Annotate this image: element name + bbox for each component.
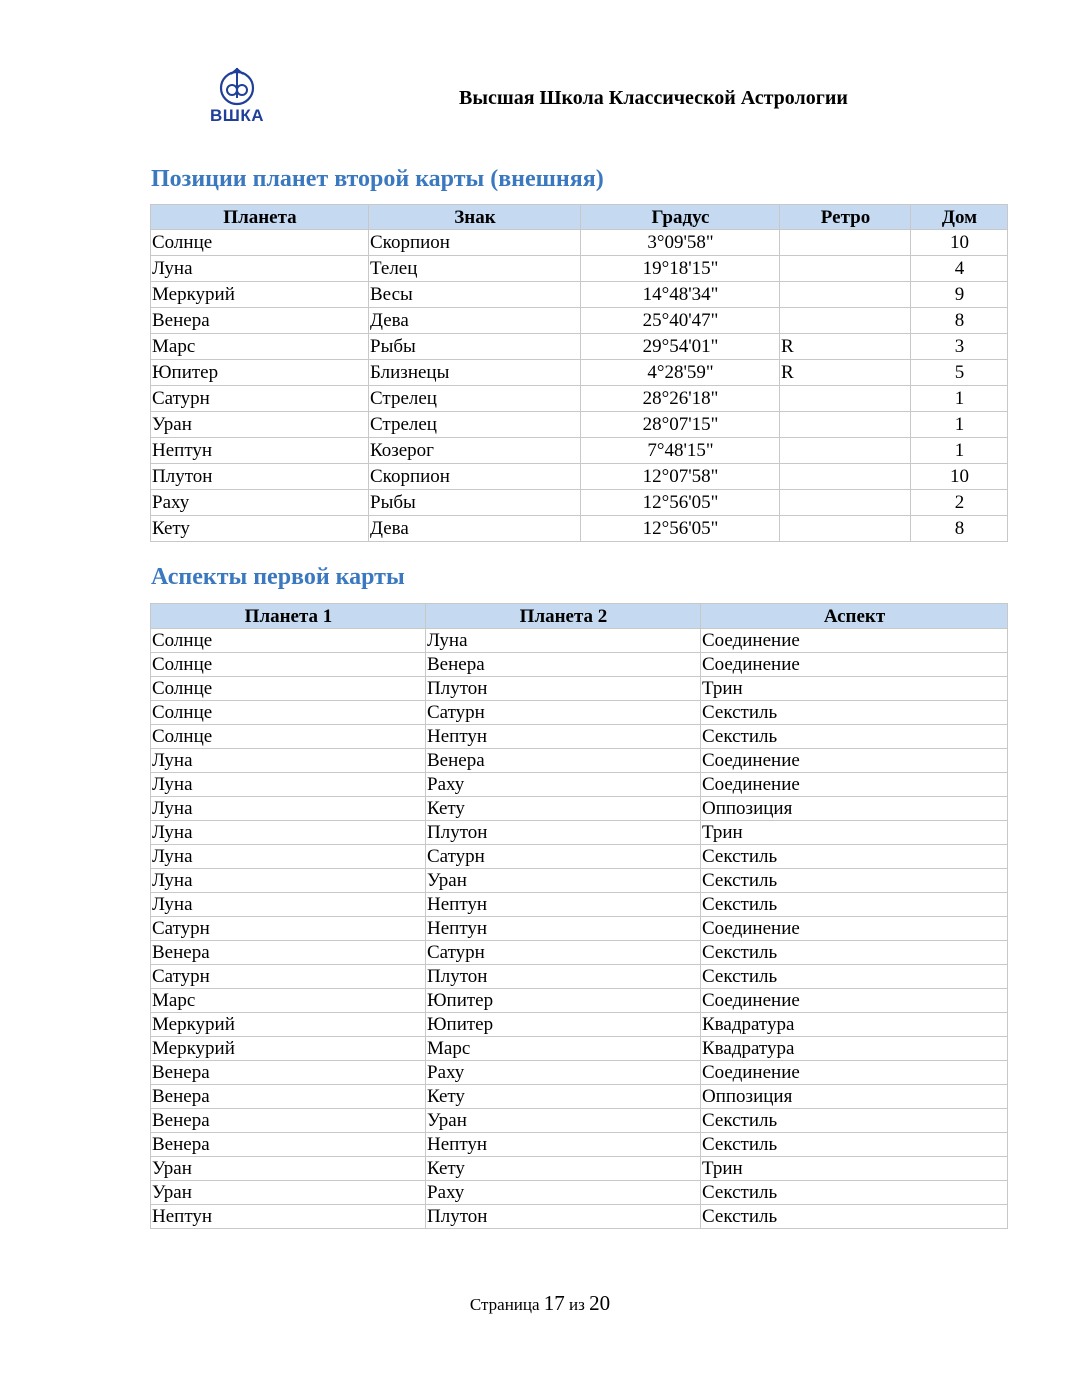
planet-2-cell: Раху bbox=[426, 773, 701, 797]
degree-cell: 19°18'15" bbox=[581, 256, 780, 282]
house-cell: 10 bbox=[911, 230, 1008, 256]
positions-section-title: Позиции планет второй карты (внешняя) bbox=[151, 166, 604, 192]
planet-cell: Меркурий bbox=[151, 282, 369, 308]
page-word: Страница bbox=[469, 1295, 540, 1314]
retro-cell bbox=[780, 308, 911, 334]
planet-cell: Уран bbox=[151, 412, 369, 438]
aspect-cell: Оппозиция bbox=[701, 1085, 1008, 1109]
table-row bbox=[151, 256, 1008, 282]
planet-1-cell: Венера bbox=[151, 1109, 426, 1133]
sign-cell: Стрелец bbox=[369, 386, 581, 412]
table-row bbox=[151, 282, 1008, 308]
sign-cell: Дева bbox=[369, 308, 581, 334]
planet-1-cell: Венера bbox=[151, 941, 426, 965]
aspect-cell: Соединение bbox=[701, 749, 1008, 773]
sign-cell: Скорпион bbox=[369, 464, 581, 490]
aspect-cell: Оппозиция bbox=[701, 797, 1008, 821]
planet-2-cell: Нептун bbox=[426, 725, 701, 749]
table-row bbox=[151, 653, 1008, 677]
degree-cell: 12°56'05" bbox=[581, 490, 780, 516]
planet-1-cell: Сатурн bbox=[151, 917, 426, 941]
planet-1-cell: Луна bbox=[151, 821, 426, 845]
sign-cell: Рыбы bbox=[369, 490, 581, 516]
sign-cell: Телец bbox=[369, 256, 581, 282]
aspect-cell: Соединение bbox=[701, 653, 1008, 677]
degree-cell: 3°09'58" bbox=[581, 230, 780, 256]
table-row bbox=[151, 989, 1008, 1013]
aspect-cell: Квадратура bbox=[701, 1037, 1008, 1061]
table-row bbox=[151, 749, 1008, 773]
planet-2-cell: Сатурн bbox=[426, 941, 701, 965]
table-row bbox=[151, 965, 1008, 989]
sign-cell: Козерог bbox=[369, 438, 581, 464]
planet-2-cell: Венера bbox=[426, 749, 701, 773]
retro-cell bbox=[780, 386, 911, 412]
house-cell: 8 bbox=[911, 516, 1008, 542]
planet-2-cell: Кету bbox=[426, 1157, 701, 1181]
planet-2-cell: Венера bbox=[426, 653, 701, 677]
planet-1-cell: Солнце bbox=[151, 725, 426, 749]
house-cell: 4 bbox=[911, 256, 1008, 282]
house-cell: 3 bbox=[911, 334, 1008, 360]
table-row bbox=[151, 230, 1008, 256]
house-cell: 8 bbox=[911, 308, 1008, 334]
planet-1-cell: Солнце bbox=[151, 677, 426, 701]
planet-2-cell: Плутон bbox=[426, 1205, 701, 1229]
planet-1-cell: Солнце bbox=[151, 629, 426, 653]
sign-cell: Близнецы bbox=[369, 360, 581, 386]
table-row bbox=[151, 797, 1008, 821]
planet-cell: Марс bbox=[151, 334, 369, 360]
table-row bbox=[151, 821, 1008, 845]
degree-cell: 14°48'34" bbox=[581, 282, 780, 308]
table-row bbox=[151, 490, 1008, 516]
column-header-retro: Ретро bbox=[780, 205, 911, 230]
table-row bbox=[151, 412, 1008, 438]
planet-1-cell: Сатурн bbox=[151, 965, 426, 989]
planet-2-cell: Нептун bbox=[426, 893, 701, 917]
planet-1-cell: Луна bbox=[151, 773, 426, 797]
planet-cell: Луна bbox=[151, 256, 369, 282]
planet-2-cell: Юпитер bbox=[426, 989, 701, 1013]
planet-1-cell: Луна bbox=[151, 869, 426, 893]
table-header-row bbox=[151, 205, 1008, 230]
planet-cell: Плутон bbox=[151, 464, 369, 490]
degree-cell: 7°48'15" bbox=[581, 438, 780, 464]
sign-cell: Весы bbox=[369, 282, 581, 308]
planet-2-cell: Нептун bbox=[426, 917, 701, 941]
aspect-cell: Секстиль bbox=[701, 725, 1008, 749]
retro-cell bbox=[780, 490, 911, 516]
table-row bbox=[151, 464, 1008, 490]
planet-cell: Нептун bbox=[151, 438, 369, 464]
retro-cell bbox=[780, 256, 911, 282]
column-header-degree: Градус bbox=[581, 205, 780, 230]
table-row bbox=[151, 1013, 1008, 1037]
retro-cell bbox=[780, 516, 911, 542]
table-row bbox=[151, 360, 1008, 386]
logo-text: ВШКА bbox=[209, 106, 264, 125]
planet-2-cell: Кету bbox=[426, 1085, 701, 1109]
table-row bbox=[151, 725, 1008, 749]
page-number: 17 bbox=[543, 1291, 565, 1315]
aspect-cell: Соединение bbox=[701, 989, 1008, 1013]
of-word: из bbox=[569, 1295, 585, 1314]
aspect-cell: Секстиль bbox=[701, 1133, 1008, 1157]
table-row bbox=[151, 1085, 1008, 1109]
table-row bbox=[151, 629, 1008, 653]
table-row bbox=[151, 1109, 1008, 1133]
degree-cell: 28°26'18" bbox=[581, 386, 780, 412]
aspect-cell: Секстиль bbox=[701, 1205, 1008, 1229]
house-cell: 9 bbox=[911, 282, 1008, 308]
planet-cell: Раху bbox=[151, 490, 369, 516]
planet-2-cell: Сатурн bbox=[426, 845, 701, 869]
column-header-planet: Планета bbox=[151, 205, 369, 230]
planet-1-cell: Луна bbox=[151, 797, 426, 821]
table-row bbox=[151, 1181, 1008, 1205]
aspect-cell: Секстиль bbox=[701, 701, 1008, 725]
table-row bbox=[151, 308, 1008, 334]
house-cell: 1 bbox=[911, 412, 1008, 438]
planet-1-cell: Солнце bbox=[151, 653, 426, 677]
aspect-cell: Секстиль bbox=[701, 1181, 1008, 1205]
retro-cell bbox=[780, 464, 911, 490]
planet-2-cell: Кету bbox=[426, 797, 701, 821]
retro-cell: R bbox=[780, 334, 911, 360]
aspect-cell: Секстиль bbox=[701, 1109, 1008, 1133]
retro-cell bbox=[780, 412, 911, 438]
planet-1-cell: Уран bbox=[151, 1157, 426, 1181]
planet-2-cell: Раху bbox=[426, 1181, 701, 1205]
aspect-cell: Соединение bbox=[701, 773, 1008, 797]
table-row bbox=[151, 677, 1008, 701]
column-header-house: Дом bbox=[911, 205, 1008, 230]
table-row bbox=[151, 917, 1008, 941]
house-cell: 1 bbox=[911, 438, 1008, 464]
sign-cell: Стрелец bbox=[369, 412, 581, 438]
degree-cell: 12°07'58" bbox=[581, 464, 780, 490]
planet-2-cell: Юпитер bbox=[426, 1013, 701, 1037]
planet-1-cell: Уран bbox=[151, 1181, 426, 1205]
table-row bbox=[151, 1037, 1008, 1061]
house-cell: 5 bbox=[911, 360, 1008, 386]
logo-emblem-icon bbox=[206, 66, 268, 108]
planet-positions-table bbox=[150, 204, 1008, 542]
planet-1-cell: Солнце bbox=[151, 701, 426, 725]
table-row bbox=[151, 1205, 1008, 1229]
planet-1-cell: Луна bbox=[151, 749, 426, 773]
planet-1-cell: Луна bbox=[151, 893, 426, 917]
planet-cell: Юпитер bbox=[151, 360, 369, 386]
aspects-table bbox=[150, 603, 1008, 1229]
column-header-planet-2: Планета 2 bbox=[426, 604, 701, 629]
planet-cell: Сатурн bbox=[151, 386, 369, 412]
planet-2-cell: Уран bbox=[426, 869, 701, 893]
school-logo bbox=[206, 66, 268, 128]
table-row bbox=[151, 386, 1008, 412]
sign-cell: Дева bbox=[369, 516, 581, 542]
planet-1-cell: Меркурий bbox=[151, 1013, 426, 1037]
planet-1-cell: Луна bbox=[151, 845, 426, 869]
aspect-cell: Секстиль bbox=[701, 869, 1008, 893]
house-cell: 1 bbox=[911, 386, 1008, 412]
table-row bbox=[151, 334, 1008, 360]
planet-1-cell: Венера bbox=[151, 1085, 426, 1109]
page-total: 20 bbox=[589, 1291, 611, 1315]
house-cell: 2 bbox=[911, 490, 1008, 516]
aspect-cell: Трин bbox=[701, 677, 1008, 701]
table-row bbox=[151, 893, 1008, 917]
sign-cell: Скорпион bbox=[369, 230, 581, 256]
aspect-cell: Соединение bbox=[701, 917, 1008, 941]
table-row bbox=[151, 1061, 1008, 1085]
planet-2-cell: Плутон bbox=[426, 821, 701, 845]
planet-1-cell: Марс bbox=[151, 989, 426, 1013]
planet-2-cell: Плутон bbox=[426, 965, 701, 989]
column-header-planet-1: Планета 1 bbox=[151, 604, 426, 629]
planet-1-cell: Венера bbox=[151, 1133, 426, 1157]
sign-cell: Рыбы bbox=[369, 334, 581, 360]
table-row bbox=[151, 438, 1008, 464]
column-header-sign: Знак bbox=[369, 205, 581, 230]
degree-cell: 29°54'01" bbox=[581, 334, 780, 360]
page-footer bbox=[0, 1291, 1080, 1316]
degree-cell: 4°28'59" bbox=[581, 360, 780, 386]
aspect-cell: Трин bbox=[701, 1157, 1008, 1181]
table-row bbox=[151, 773, 1008, 797]
retro-cell bbox=[780, 282, 911, 308]
planet-cell: Солнце bbox=[151, 230, 369, 256]
aspect-cell: Секстиль bbox=[701, 965, 1008, 989]
planet-2-cell: Нептун bbox=[426, 1133, 701, 1157]
table-row bbox=[151, 1133, 1008, 1157]
aspect-cell: Соединение bbox=[701, 629, 1008, 653]
planet-2-cell: Плутон bbox=[426, 677, 701, 701]
retro-cell bbox=[780, 438, 911, 464]
table-row bbox=[151, 1157, 1008, 1181]
aspects-section-title: Аспекты первой карты bbox=[151, 564, 405, 590]
degree-cell: 12°56'05" bbox=[581, 516, 780, 542]
aspect-cell: Секстиль bbox=[701, 845, 1008, 869]
planet-2-cell: Луна bbox=[426, 629, 701, 653]
retro-cell bbox=[780, 230, 911, 256]
planet-2-cell: Марс bbox=[426, 1037, 701, 1061]
table-row bbox=[151, 516, 1008, 542]
planet-2-cell: Раху bbox=[426, 1061, 701, 1085]
planet-1-cell: Меркурий bbox=[151, 1037, 426, 1061]
table-row bbox=[151, 845, 1008, 869]
column-header-aspect: Аспект bbox=[701, 604, 1008, 629]
organization-name: Высшая Школа Классической Астрологии bbox=[459, 87, 848, 109]
aspect-cell: Секстиль bbox=[701, 893, 1008, 917]
aspect-cell: Квадратура bbox=[701, 1013, 1008, 1037]
table-row bbox=[151, 869, 1008, 893]
aspect-cell: Трин bbox=[701, 821, 1008, 845]
planet-1-cell: Венера bbox=[151, 1061, 426, 1085]
aspect-cell: Секстиль bbox=[701, 941, 1008, 965]
degree-cell: 25°40'47" bbox=[581, 308, 780, 334]
planet-cell: Венера bbox=[151, 308, 369, 334]
table-row bbox=[151, 941, 1008, 965]
planet-2-cell: Сатурн bbox=[426, 701, 701, 725]
planet-2-cell: Уран bbox=[426, 1109, 701, 1133]
table-header-row bbox=[151, 604, 1008, 629]
aspect-cell: Соединение bbox=[701, 1061, 1008, 1085]
planet-1-cell: Нептун bbox=[151, 1205, 426, 1229]
planet-cell: Кету bbox=[151, 516, 369, 542]
house-cell: 10 bbox=[911, 464, 1008, 490]
retro-cell: R bbox=[780, 360, 911, 386]
table-row bbox=[151, 701, 1008, 725]
degree-cell: 28°07'15" bbox=[581, 412, 780, 438]
